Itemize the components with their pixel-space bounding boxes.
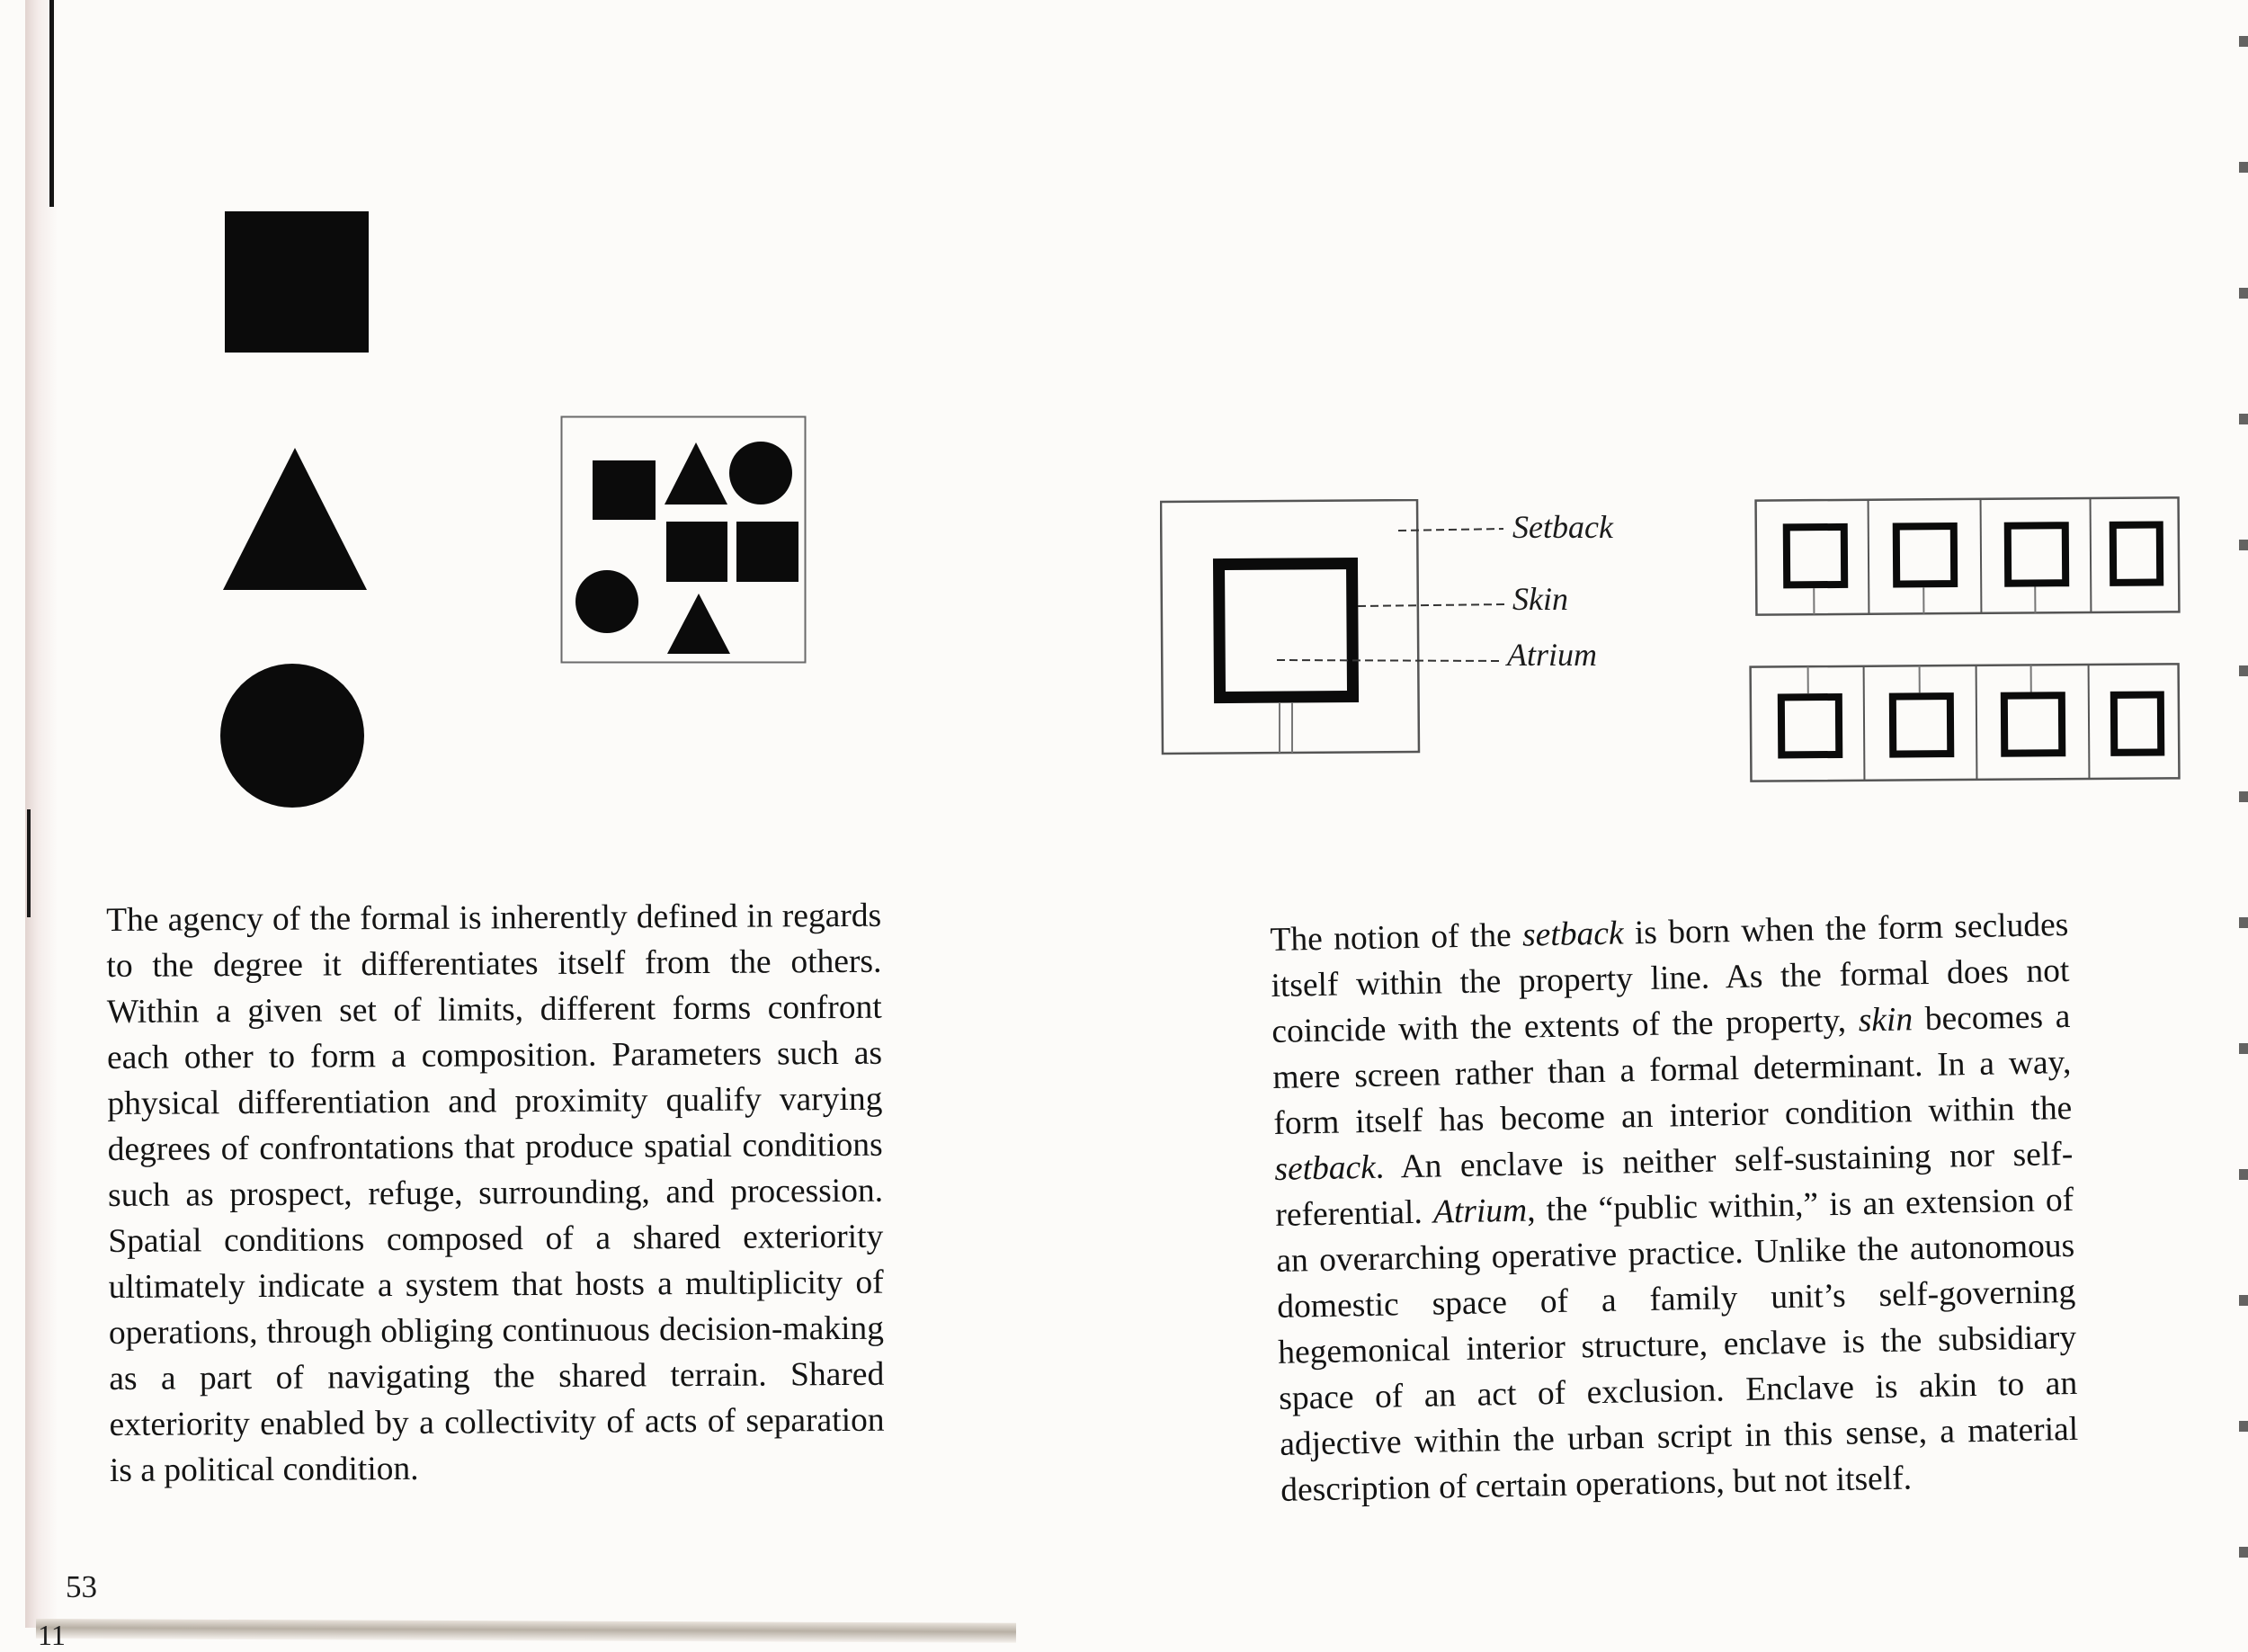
composition-square-3	[736, 522, 798, 582]
spine-dark-line	[49, 0, 54, 207]
text-run: is born when the form secludes itself within the property line. As the formal does not coincide with the extents of the property,	[1271, 906, 2070, 1050]
units-row-bottom	[1751, 664, 2180, 781]
right-page-paragraph	[1270, 902, 2080, 1514]
enclave-units-figure	[1749, 495, 2181, 791]
text-run: becomes a mere screen rather than a formal determinant. In a way, form itself has become an interior condition within the	[1272, 998, 2073, 1142]
page-bottom-edge	[36, 1619, 1016, 1643]
unit-skin	[2114, 694, 2161, 752]
composition-circle-1	[729, 442, 792, 505]
left-page-paragraph	[106, 893, 885, 1494]
setback-label: Setback	[1512, 508, 1613, 546]
shape-composition-figure	[560, 415, 807, 664]
unit-skin	[1893, 696, 1950, 754]
text-run: The notion of the	[1270, 917, 1522, 959]
text-run: . An enclave is neither self-sustaining nor self-referential.	[1275, 1136, 2074, 1234]
right-paragraph-text	[1270, 902, 2080, 1514]
unit-skin	[2113, 524, 2160, 582]
unit-skin	[1781, 697, 1839, 755]
composition-triangle-1	[665, 442, 727, 505]
page-right-edge	[2239, 0, 2248, 1648]
unit-skin	[1787, 527, 1844, 585]
composition-triangle-2	[667, 594, 730, 654]
skin-term: skin	[1858, 1001, 1913, 1039]
unit-skin	[2004, 695, 2062, 753]
black-square-shape	[225, 211, 369, 353]
label-leader-lines	[1277, 513, 1529, 692]
corner-number: 11	[38, 1619, 66, 1652]
atrium-label: Atrium	[1507, 636, 1597, 674]
composition-circle-2	[575, 570, 638, 633]
spine-dark-line-lower	[27, 809, 31, 917]
text-run: , the “public within,” is an extension of an overarching operative practice. Unlike the autonomous domestic space of a family unit’s self-governing hegemonical interior structure, enclave is the subsidiary space of an act of exclusion. Enclave is akin to an adjective within the urban script in this sense, a material description of certain operations, but not itself.	[1276, 1182, 2079, 1509]
atrium-term: Atrium	[1433, 1192, 1528, 1231]
left-paragraph-text: The agency of the formal is inherently defined in regards to the degree it differentiates itself from the others. Within a given set of limits, different forms confront each other to form a composition. Parameters such as physical differentiation and proximity qualify varying degrees of confrontations that produce spatial conditions such as prospect, refuge, surrounding, and procession. Spatial conditions composed of a shared exteriority ultimately indicate a system that hosts a multiplicity of operations, through obliging continuous decision-making as a part of navigating the shared terrain. Shared exteriority enabled by a collectivity of acts of separation is a political condition.	[106, 893, 885, 1494]
unit-skin	[2008, 525, 2065, 583]
page-number: 53	[66, 1569, 97, 1605]
composition-square-1	[593, 460, 656, 520]
setback-term: setback	[1274, 1149, 1376, 1188]
skin-label: Skin	[1512, 580, 1568, 618]
setback-term: setback	[1522, 915, 1624, 953]
black-triangle-shape	[223, 448, 367, 590]
composition-square-2	[666, 522, 727, 582]
unit-skin	[1896, 526, 1954, 584]
black-circle-shape	[220, 664, 364, 808]
units-row-top	[1756, 497, 2180, 614]
